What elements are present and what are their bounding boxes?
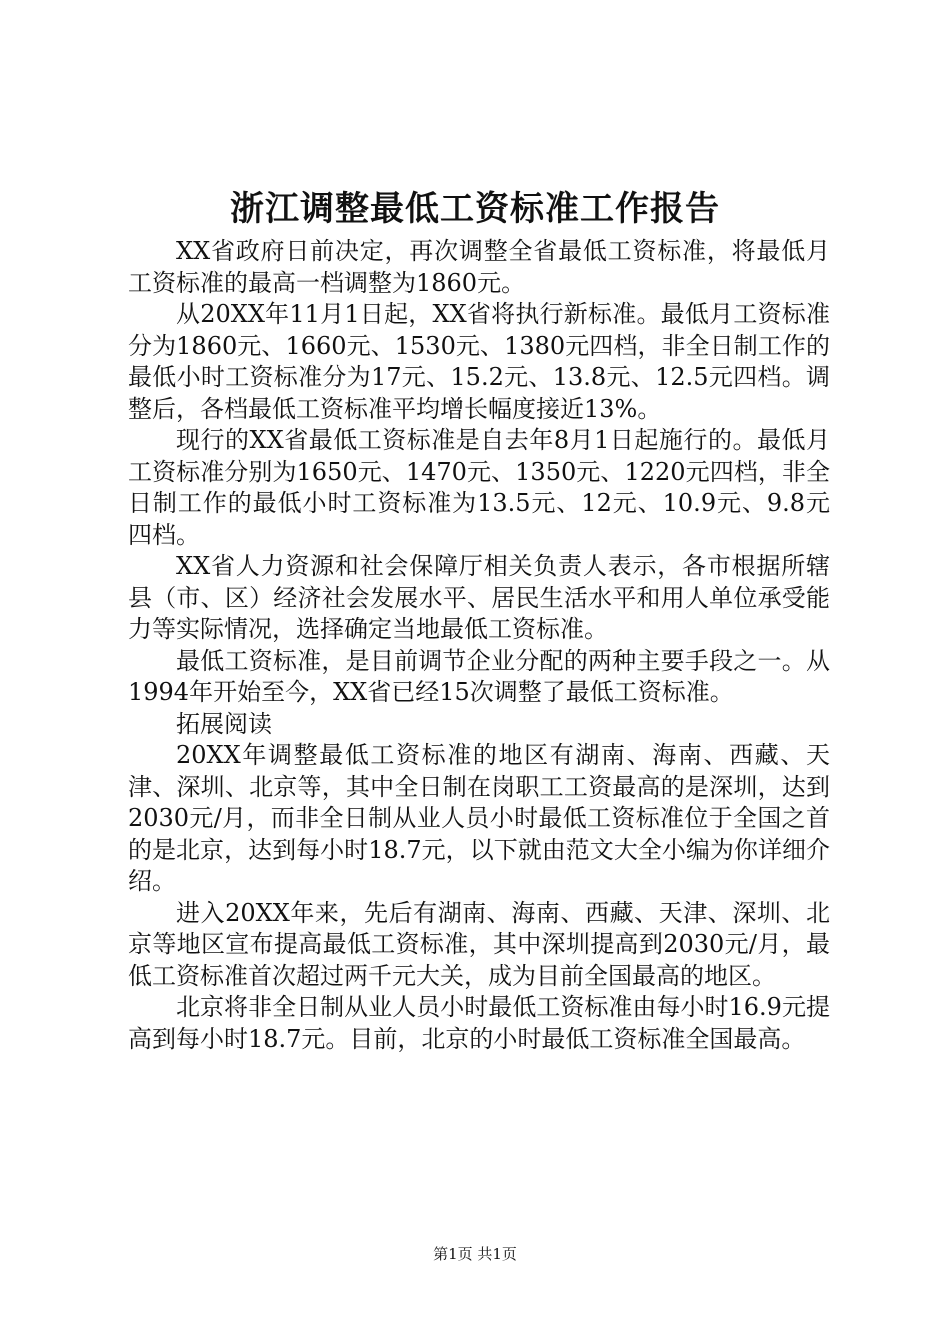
paragraph-4: XX省人力资源和社会保障厅相关负责人表示，各市根据所辖县（市、区）经济社会发展水平、居民生活水平和用人单位承受能力等实际情况，选择确定当地最低工资标准。 [128, 552, 830, 643]
paragraph-1: XX省政府日前决定，再次调整全省最低工资标准，将最低月工资标准的最高一档调整为1860元。 [128, 237, 830, 297]
document-body [128, 236, 830, 1055]
paragraph-6: 20XX年调整最低工资标准的地区有湖南、海南、西藏、天津、深圳、北京等，其中全日制在岗职工工资最高的是深圳，达到2030元/月，而非全日制从业人员小时最低工资标准位于全国之首的是北京，达到每小时18.7元，以下就由范文大全小编为你详细介绍。 [128, 741, 830, 895]
paragraph-3: 现行的XX省最低工资标准是自去年8月1日起施行的。最低月工资标准分别为1650元、1470元、1350元、1220元四档，非全日制工作的最低小时工资标准为13.5元、12元、10.9元、9.8元四档。 [128, 426, 830, 549]
paragraph-5: 最低工资标准，是目前调节企业分配的两种主要手段之一。从1994年开始至今，XX省已经15次调整了最低工资标准。 [128, 646, 830, 706]
paragraph-8: 北京将非全日制从业人员小时最低工资标准由每小时16.9元提高到每小时18.7元。目前，北京的小时最低工资标准全国最高。 [128, 993, 830, 1053]
document-title: 浙江调整最低工资标准工作报告 [230, 189, 720, 229]
paragraph-2: 从20XX年11月1日起，XX省将执行新标准。最低月工资标准分为1860元、1660元、1530元、1380元四档，非全日制工作的最低小时工资标准分为17元、15.2元、13.8元、12.5元四档。调整后，各档最低工资标准平均增长幅度接近13%。 [128, 300, 830, 423]
paragraph-7: 进入20XX年来，先后有湖南、海南、西藏、天津、深圳、北京等地区宣布提高最低工资标准，其中深圳提高到2030元/月，最低工资标准首次超过两千元大关，成为目前全国最高的地区。 [128, 898, 830, 990]
page-footer: 第1页 共1页 [433, 1245, 517, 1263]
section-heading-extended-reading: 拓展阅读 [176, 709, 272, 738]
